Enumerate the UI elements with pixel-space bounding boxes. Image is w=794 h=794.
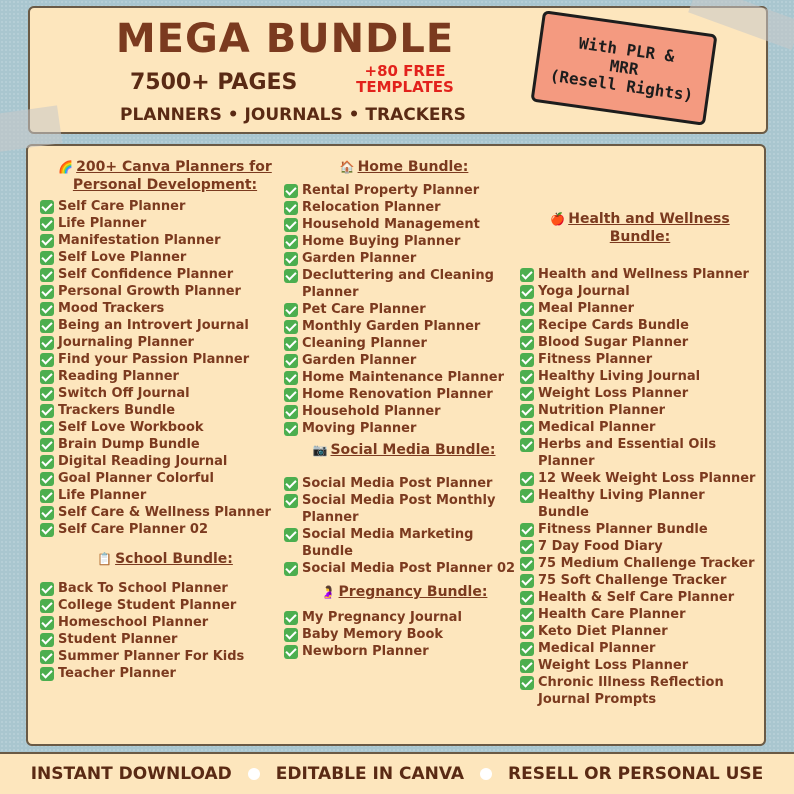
checkmark-icon [520, 540, 534, 554]
checkmark-icon [284, 611, 298, 625]
checkmark-icon [520, 319, 534, 333]
list-item [284, 301, 524, 318]
checkmark-icon [520, 642, 534, 656]
list-item [40, 249, 290, 266]
checkmark-icon [520, 625, 534, 639]
list-item [520, 640, 760, 657]
list-item-label: Social Media Post Monthly Planner [302, 493, 496, 525]
section-heading [284, 583, 524, 601]
checkmark-icon [40, 404, 54, 418]
column-left [40, 158, 290, 682]
list-item [40, 215, 290, 232]
list-item-label: Newborn Planner [302, 644, 429, 659]
list-item [40, 597, 290, 614]
list-item-label: Recipe Cards Bundle [538, 318, 689, 333]
list-item-label: Find your Passion Planner [58, 352, 250, 367]
list-item [40, 283, 290, 300]
checkmark-icon [284, 628, 298, 642]
section-heading [40, 158, 290, 194]
list-item [284, 626, 524, 643]
checkmark-icon [40, 438, 54, 452]
list-item-label: Student Planner [58, 632, 178, 647]
list-item-label: Healthy Living Planner Bundle [538, 488, 705, 520]
checkmark-icon [40, 268, 54, 282]
list-item [284, 352, 524, 369]
list-item [40, 453, 290, 470]
section-health [520, 210, 760, 708]
checkmark-icon [520, 676, 534, 690]
checkmark-icon [284, 320, 298, 334]
checkmark-icon [284, 201, 298, 215]
list-item [284, 182, 524, 199]
list-item-label: Baby Memory Book [302, 627, 444, 642]
checkmark-icon [40, 455, 54, 469]
page-title: MEGA BUNDLE [115, 16, 455, 62]
list-item-label: Garden Planner [302, 251, 417, 266]
list-item [520, 334, 760, 351]
list-item [40, 402, 290, 419]
list-item-label: Social Media Post Planner 02 [302, 561, 516, 576]
list-item [40, 300, 290, 317]
list-item [40, 631, 290, 648]
clipboard-icon: 📋 [97, 552, 113, 566]
separator-dot [480, 768, 492, 780]
list-item-label: Pet Care Planner [302, 302, 426, 317]
list-item-label: Social Media Marketing Bundle [302, 527, 474, 559]
footer-item: RESELL OR PERSONAL USE [508, 764, 764, 784]
checkmark-icon [40, 633, 54, 647]
list-item [284, 475, 524, 492]
checkmark-icon [40, 489, 54, 503]
list-item [520, 589, 760, 606]
checkmark-icon [40, 200, 54, 214]
list-item-label: Manifestation Planner [58, 233, 221, 248]
checkmark-icon [284, 218, 298, 232]
list-item [40, 232, 290, 249]
checkmark-icon [520, 370, 534, 384]
list-item-label: 12 Week Weight Loss Planner [538, 471, 756, 486]
list-item [40, 419, 290, 436]
list-item [284, 492, 524, 526]
footer-bar [0, 752, 794, 794]
list-item-label: Blood Sugar Planner [538, 335, 689, 350]
checkmark-icon [40, 217, 54, 231]
list-item-label: Home Renovation Planner [302, 387, 493, 402]
checkmark-icon [520, 302, 534, 316]
checkmark-icon [40, 336, 54, 350]
section-heading-text: Pregnancy Bundle: [338, 584, 488, 600]
checkmark-icon [284, 405, 298, 419]
list-item-label: Keto Diet Planner [538, 624, 668, 639]
list-item [284, 369, 524, 386]
checkmark-icon [284, 645, 298, 659]
list-item [40, 504, 290, 521]
checkmark-icon [40, 650, 54, 664]
section-heading-text: Health and Wellness Bundle: [568, 211, 730, 245]
list-item-label: Being an Introvert Journal [58, 318, 249, 333]
checkmark-icon [520, 336, 534, 350]
column-right [520, 210, 760, 708]
checkmark-icon [520, 659, 534, 673]
list-item-label: Weight Loss Planner [538, 658, 689, 673]
list-item-label: Household Management [302, 217, 480, 232]
list-item [520, 572, 760, 589]
list-item [40, 436, 290, 453]
list-item-label: Brain Dump Bundle [58, 437, 200, 452]
list-item-label: Decluttering and Cleaning Planner [302, 268, 494, 300]
checkmark-icon [40, 370, 54, 384]
section-school [40, 550, 290, 682]
list-item-label: Fitness Planner [538, 352, 653, 367]
rainbow-icon: 🌈 [58, 160, 74, 174]
list-item [40, 334, 290, 351]
list-item [284, 233, 524, 250]
section-heading-text: 200+ Canva Planners for Personal Development: [72, 159, 272, 193]
section-heading [284, 158, 524, 176]
list-item-label: Goal Planner Colorful [58, 471, 215, 486]
list-item [284, 216, 524, 233]
list-item-label: Home Maintenance Planner [302, 370, 504, 385]
camera-icon: 📷 [312, 443, 328, 457]
list-item-label: Summer Planner For Kids [58, 649, 245, 664]
list-item [520, 521, 760, 538]
list-item [520, 419, 760, 436]
list-item-label: Moving Planner [302, 421, 417, 436]
checkmark-icon [284, 303, 298, 317]
list-item-label: Self Love Planner [58, 250, 187, 265]
checkmark-icon [284, 477, 298, 491]
list-item [40, 385, 290, 402]
section-heading-text: Social Media Bundle: [330, 442, 496, 458]
list-item-label: Teacher Planner [58, 666, 176, 681]
checkmark-icon [520, 421, 534, 435]
checkmark-icon [520, 268, 534, 282]
list-item-label: Yoga Journal [538, 284, 630, 299]
list-item-label: Homeschool Planner [58, 615, 209, 630]
list-item [284, 335, 524, 352]
checkmark-icon [520, 404, 534, 418]
section-social [284, 441, 524, 577]
checkmark-icon [520, 353, 534, 367]
list-item [520, 657, 760, 674]
checkmark-icon [520, 472, 534, 486]
list-item-label: Meal Planner [538, 301, 635, 316]
section-pregnancy [284, 583, 524, 660]
checkmark-icon [284, 337, 298, 351]
list-item-label: Self Care & Wellness Planner [58, 505, 271, 520]
subtitle: PLANNERS • JOURNALS • TRACKERS [120, 105, 466, 125]
list-item-label: Self Confidence Planner [58, 267, 234, 282]
list-item-label: Trackers Bundle [58, 403, 176, 418]
list-item [284, 403, 524, 420]
list-item-label: Back To School Planner [58, 581, 228, 596]
list-item [284, 643, 524, 660]
checkmark-icon [284, 371, 298, 385]
list-item [520, 538, 760, 555]
list-item-label: Home Buying Planner [302, 234, 461, 249]
checkmark-icon [284, 354, 298, 368]
list-item-label: Chronic Illness Reflection Journal Prompts [538, 675, 724, 707]
list-item [40, 317, 290, 334]
section-heading-text: Home Bundle: [357, 159, 469, 175]
list-item [520, 283, 760, 300]
checkmark-icon [40, 251, 54, 265]
free-templates-label: +80 FREE TEMPLATES [356, 62, 454, 96]
list-item-label: Self Care Planner 02 [58, 522, 208, 537]
list-item-label: Mood Trackers [58, 301, 165, 316]
list-item [520, 674, 760, 708]
list-item-label: Life Planner [58, 216, 147, 231]
separator-dot [248, 768, 260, 780]
list-item [40, 351, 290, 368]
list-item [284, 386, 524, 403]
list-item [520, 385, 760, 402]
checkmark-icon [40, 582, 54, 596]
checkmark-icon [284, 494, 298, 508]
list-item [520, 317, 760, 334]
checkmark-icon [520, 387, 534, 401]
list-item-label: Social Media Post Planner [302, 476, 493, 491]
list-item [284, 318, 524, 335]
checkmark-icon [40, 421, 54, 435]
checkmark-icon [284, 269, 298, 283]
list-item [284, 267, 524, 301]
pages-count: 7500+ PAGES [130, 70, 298, 95]
list-item [520, 436, 760, 470]
list-item-label: Life Planner [58, 488, 147, 503]
list-item-label: College Student Planner [58, 598, 237, 613]
checkmark-icon [40, 285, 54, 299]
list-item [40, 368, 290, 385]
section-personal [40, 158, 290, 538]
list-item [520, 555, 760, 572]
checkmark-icon [40, 387, 54, 401]
list-item [284, 199, 524, 216]
checkmark-icon [40, 234, 54, 248]
checkmark-icon [520, 489, 534, 503]
bundle-list-card [26, 144, 766, 746]
list-item [40, 487, 290, 504]
list-item-label: Switch Off Journal [58, 386, 190, 401]
checkmark-icon [284, 252, 298, 266]
list-item-label: Nutrition Planner [538, 403, 666, 418]
checkmark-icon [40, 523, 54, 537]
list-item [40, 648, 290, 665]
plr-badge: With PLR & MRR (Resell Rights) [530, 10, 717, 126]
list-item-label: Self Love Workbook [58, 420, 204, 435]
list-item-label: Health & Self Care Planner [538, 590, 735, 605]
list-item [284, 609, 524, 626]
list-item-label: Weight Loss Planner [538, 386, 689, 401]
checkmark-icon [520, 591, 534, 605]
list-item-label: Reading Planner [58, 369, 179, 384]
list-item [520, 368, 760, 385]
checkmark-icon [284, 528, 298, 542]
list-item-label: Monthly Garden Planner [302, 319, 481, 334]
checkmark-icon [40, 353, 54, 367]
list-item-label: Health Care Planner [538, 607, 686, 622]
section-heading-text: School Bundle: [115, 551, 233, 567]
pregnant-woman-icon: 🤰 [320, 585, 336, 599]
list-item-label: Household Planner [302, 404, 441, 419]
checkmark-icon [284, 184, 298, 198]
list-item-label: 7 Day Food Diary [538, 539, 663, 554]
checkmark-icon [40, 302, 54, 316]
list-item [284, 420, 524, 437]
list-item-label: Cleaning Planner [302, 336, 427, 351]
footer-item: EDITABLE IN CANVA [275, 764, 465, 784]
list-item [40, 521, 290, 538]
checkmark-icon [520, 574, 534, 588]
checkmark-icon [284, 235, 298, 249]
header-card [28, 6, 768, 134]
list-item [40, 198, 290, 215]
list-item-label: Self Care Planner [58, 199, 186, 214]
checkmark-icon [520, 285, 534, 299]
list-item [520, 470, 760, 487]
list-item [520, 351, 760, 368]
apple-icon: 🍎 [550, 212, 566, 226]
list-item-label: Journaling Planner [58, 335, 194, 350]
section-heading [284, 441, 524, 459]
list-item-label: Relocation Planner [302, 200, 441, 215]
list-item-label: Healthy Living Journal [538, 369, 701, 384]
list-item [284, 560, 524, 577]
list-item [40, 614, 290, 631]
column-middle [284, 158, 524, 660]
list-item [520, 402, 760, 419]
list-item-label: Personal Growth Planner [58, 284, 241, 299]
checkmark-icon [40, 616, 54, 630]
list-item-label: Fitness Planner Bundle [538, 522, 708, 537]
list-item [40, 665, 290, 682]
list-item [520, 300, 760, 317]
list-item-label: 75 Soft Challenge Tracker [538, 573, 727, 588]
checkmark-icon [40, 599, 54, 613]
checkmark-icon [40, 506, 54, 520]
list-item-label: My Pregnancy Journal [302, 610, 462, 625]
list-item-label: Garden Planner [302, 353, 417, 368]
checkmark-icon [520, 557, 534, 571]
checkmark-icon [40, 472, 54, 486]
checkmark-icon [520, 523, 534, 537]
list-item-label: Medical Planner [538, 641, 656, 656]
list-item [520, 606, 760, 623]
list-item-label: Rental Property Planner [302, 183, 480, 198]
list-item [520, 487, 760, 521]
checkmark-icon [520, 608, 534, 622]
checkmark-icon [284, 422, 298, 436]
list-item-label: 75 Medium Challenge Tracker [538, 556, 755, 571]
checkmark-icon [40, 319, 54, 333]
checkmark-icon [40, 667, 54, 681]
list-item [520, 623, 760, 640]
section-home [284, 158, 524, 437]
list-item [40, 470, 290, 487]
section-heading [520, 210, 760, 246]
list-item-label: Herbs and Essential Oils Planner [538, 437, 717, 469]
footer-item: INSTANT DOWNLOAD [30, 764, 232, 784]
list-item [40, 580, 290, 597]
section-heading [40, 550, 290, 568]
list-item-label: Medical Planner [538, 420, 656, 435]
house-icon: 🏠 [339, 160, 355, 174]
checkmark-icon [284, 562, 298, 576]
checkmark-icon [284, 388, 298, 402]
list-item-label: Digital Reading Journal [58, 454, 228, 469]
list-item [284, 250, 524, 267]
checkmark-icon [520, 438, 534, 452]
list-item [520, 266, 760, 283]
list-item [40, 266, 290, 283]
list-item-label: Health and Wellness Planner [538, 267, 749, 282]
list-item [284, 526, 524, 560]
